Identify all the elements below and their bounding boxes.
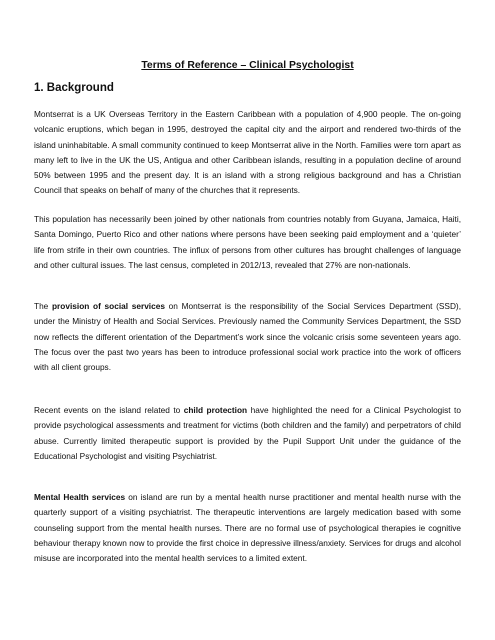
paragraph-text: on island are run by a mental health nurse practitioner and mental health nurse with the quarterly support of a visiting psychiatrist. The therapeutic interventions are largely medication based with some counseling support from the mental health nurses. There are no formal use of psychological therapies ie cognitive behaviour therapy known now to provide the first choice in depressive illness/anxiety. Services for drugs and alcohol misuse are incorporated into the mental health services to a limited extent. <box>34 492 461 564</box>
paragraph-population: This population has necessarily been joined by other nationals from countries notably from Guyana, Jamaica, Haiti, Santa Domingo, Puerto Rico and other nations where persons have been seeking paid employment and a ‘quieter’ life from strife in their own countries. The influx of persons from other cultures has brought challenges of language and other cultural issues. The last census, completed in 2012/13, revealed that 27% are non-nationals. <box>34 214 461 270</box>
bold-phrase: child protection <box>183 405 248 415</box>
paragraph-text: have highlighted the need for a Clinical Psychologist to provide psychological assessments and treatment for victims (both children and the family) and perpetrators of child abuse. Currently limited therapeutic support is provided by the Pupil Support Unit under the guidance of the Educational Psychologist and visiting Psychiatrist. <box>34 405 461 461</box>
document-title: Terms of Reference – Clinical Psychologist <box>141 60 354 71</box>
section-heading: 1. Background <box>34 82 114 94</box>
paragraph-social-services <box>34 299 461 375</box>
paragraph-text: Recent events on the island related to <box>34 405 184 415</box>
paragraph-background: Montserrat is a UK Overseas Territory in the Eastern Caribbean with a population of 4,900 people. The on-going volcanic eruptions, which began in 1995, destroyed the capital city and the airport and rendered two-thirds of the island uninhabitable. A small community continued to keep Montserrat alive in the North. Families were torn apart as many left to live in the UK the US, Antigua and other Caribbean islands, resulting in a population decline of around 50% between 1995 and the present day. It is an island with a strong religious background and has a Christian Council that speaks on behalf of many of the churches that it represents. <box>34 109 461 196</box>
paragraph-child-protection <box>34 403 461 464</box>
bold-phrase: Mental Health services <box>34 492 126 502</box>
paragraph-text: The <box>34 301 52 311</box>
paragraph-text: on Montserrat is the responsibility of the Social Services Department (SSD), under the Ministry of Health and Social Services. Previously named the Community Services Department, the SSD now reflects the different orientation of the Department’s work since the volcanic crisis some seventeen years ago. The focus over the past two years has been to introduce professional social work practice into the work of officers with all client groups. <box>34 301 462 373</box>
paragraph-mental-health <box>34 490 461 566</box>
bold-phrase: provision of social services <box>51 301 165 311</box>
